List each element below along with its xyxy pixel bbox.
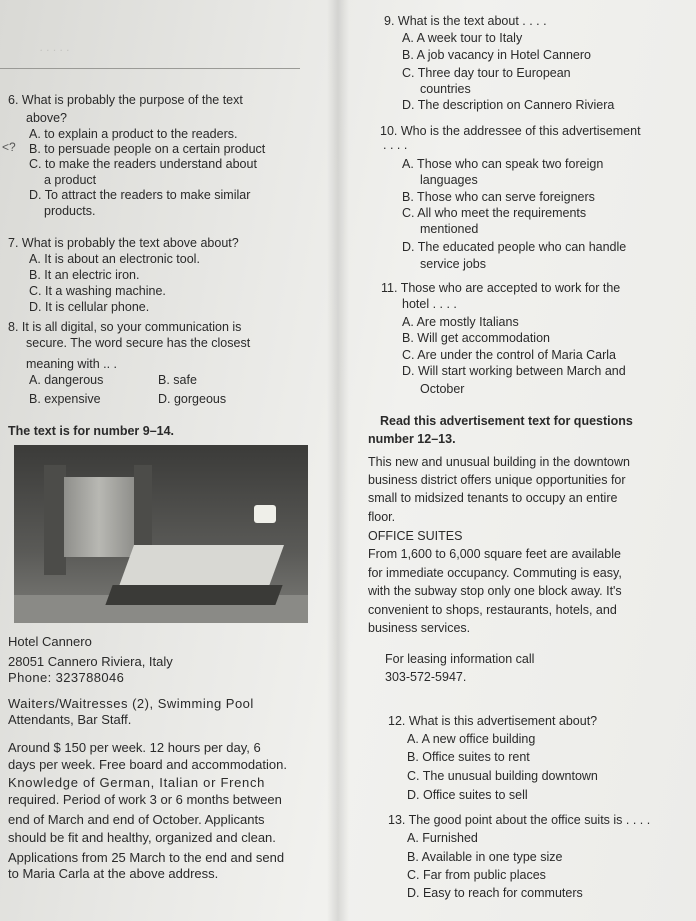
q11-option-a: A. Are mostly Italians — [402, 315, 519, 329]
divider-line — [0, 68, 300, 69]
q9-option-b: B. A job vacancy in Hotel Cannero — [402, 48, 592, 62]
q6-option-c-line1: C. to make the readers understand about — [29, 157, 257, 171]
q13-option-b: B. Available in one type size — [407, 850, 563, 864]
q10-dots: . . . . — [383, 138, 408, 152]
q13-option-d: D. Easy to reach for commuters — [407, 886, 583, 900]
q13-stem: 13. The good point about the office suits is . . . . — [388, 813, 651, 827]
ad-office-suites: OFFICE SUITES — [368, 529, 463, 543]
ad-heading-line1: Read this advertisement text for questions — [380, 414, 633, 428]
q12-option-c: C. The unusual building downtown — [407, 769, 598, 783]
ad-text-line8: with the subway stop only one block away. It's — [368, 584, 622, 598]
q12-option-d: D. Office suites to sell — [407, 788, 528, 802]
q10-option-d-line1: D. The educated people who can handle — [402, 240, 627, 254]
hotel-body-line1: Around $ 150 per week. 12 hours per day, 6 — [8, 740, 261, 755]
q6-option-c-line2: a product — [44, 173, 97, 187]
page-fold — [327, 0, 349, 921]
q6-stem-line2: above? — [26, 111, 68, 125]
q12-stem: 12. What is this advertisement about? — [388, 714, 598, 728]
hotel-address: 28051 Cannero Riviera, Italy — [8, 654, 173, 669]
q8-option-a: A. dangerous — [29, 373, 104, 387]
q11-option-d-line1: D. Will start working between March and — [402, 364, 626, 378]
q8-option-b: B. safe — [158, 373, 197, 387]
q12-option-b: B. Office suites to rent — [407, 750, 530, 764]
ad-phone: 303-572-5947. — [385, 670, 467, 684]
ad-text-line9: convenient to shops, restaurants, hotels, and — [368, 603, 617, 617]
q6-option-a: A. to explain a product to the readers. — [29, 127, 238, 141]
q12-option-a: A. A new office building — [407, 732, 536, 746]
q9-stem: 9. What is the text about . . . . — [384, 14, 547, 28]
ad-text-line4: floor. — [368, 510, 396, 524]
q7-option-c: C. It a washing machine. — [29, 284, 166, 298]
q11-stem-line1: 11. Those who are accepted to work for the — [381, 281, 621, 295]
hotel-jobs-line1: Waiters/Waitresses (2), Swimming Pool — [8, 696, 254, 711]
q13-option-c: C. Far from public places — [407, 868, 546, 882]
q7-option-d: D. It is cellular phone. — [29, 300, 150, 314]
photo-window — [64, 477, 134, 557]
q11-stem-line2: hotel . . . . — [402, 297, 457, 311]
ad-text-line1: This new and unusual building in the downtown — [368, 455, 630, 469]
hotel-body-line4: required. Period of work 3 or 6 months between — [8, 792, 282, 807]
q11-option-d-line2: October — [420, 382, 465, 396]
ad-heading-line2: number 12–13. — [368, 432, 456, 446]
q6-stem-line1: 6. What is probably the purpose of the text — [8, 93, 243, 107]
q7-option-b: B. It an electric iron. — [29, 268, 140, 282]
hotel-phone: Phone: 323788046 — [8, 670, 125, 685]
q10-option-b: B. Those who can serve foreigners — [402, 190, 595, 204]
q13-option-a: A. Furnished — [407, 831, 478, 845]
hotel-body-line5: end of March and end of October. Applicants — [8, 812, 265, 827]
ad-text-line7: for immediate occupancy. Commuting is easy, — [368, 566, 622, 580]
q11-option-c: C. Are under the control of Maria Carla — [402, 348, 616, 362]
q11-option-b: B. Will get accommodation — [402, 331, 550, 345]
q7-stem: 7. What is probably the text above about? — [8, 236, 239, 250]
q6-option-b: B. to persuade people on a certain product — [29, 142, 266, 156]
hotel-room-photo — [14, 445, 308, 623]
q8-stem-line2: secure. The word secure has the closest — [26, 336, 251, 350]
q9-option-d: D. The description on Cannero Riviera — [402, 98, 615, 112]
ad-text-line6: From 1,600 to 6,000 square feet are available — [368, 547, 621, 561]
q8-stem-line1: 8. It is all digital, so your communication is — [8, 320, 242, 334]
q8-option-d: D. gorgeous — [158, 392, 227, 406]
hotel-body-line6: should be fit and healthy, organized and clean. — [8, 830, 276, 845]
q10-option-a-line1: A. Those who can speak two foreign — [402, 157, 604, 171]
hotel-body-line3: Knowledge of German, Italian or French — [8, 775, 266, 790]
ad-text-line2: business district offers unique opportunities for — [368, 473, 626, 487]
hotel-body-line2: days per week. Free board and accommodation. — [8, 757, 287, 772]
ad-text-line10: business services. — [368, 621, 471, 635]
q10-stem: 10. Who is the addressee of this advertisement — [380, 124, 641, 138]
photo-curtain-left — [44, 465, 66, 575]
q8-stem-line3: meaning with .. . — [26, 357, 118, 371]
hotel-jobs-line2: Attendants, Bar Staff. — [8, 712, 132, 727]
q6-option-d-line2: products. — [44, 204, 96, 218]
bleed-through-text: . . . . . — [40, 40, 71, 54]
hotel-name: Hotel Cannero — [8, 634, 92, 649]
ad-leasing-info: For leasing information call — [385, 652, 535, 666]
q10-option-a-line2: languages — [420, 173, 478, 187]
q9-option-c-line2: countries — [420, 82, 471, 96]
photo-bed-base — [105, 585, 282, 605]
pencil-mark: <? — [2, 140, 16, 154]
q10-option-c-line1: C. All who meet the requirements — [402, 206, 587, 220]
ad-text-line3: small to midsized tenants to occupy an entire — [368, 491, 618, 505]
q7-option-a: A. It is about an electronic tool. — [29, 252, 200, 266]
hotel-body-line7: Applications from 25 March to the end and send — [8, 850, 285, 865]
q9-option-a: A. A week tour to Italy — [402, 31, 523, 45]
hotel-body-line8: to Maria Carla at the above address. — [8, 866, 219, 881]
q10-option-d-line2: service jobs — [420, 257, 486, 271]
q8-option-c: B. expensive — [29, 392, 101, 406]
q9-option-c-line1: C. Three day tour to European — [402, 66, 571, 80]
q10-option-c-line2: mentioned — [420, 222, 479, 236]
q6-option-d-line1: D. To attract the readers to make similar — [29, 188, 251, 202]
section-heading: The text is for number 9–14. — [8, 424, 175, 438]
photo-lamp — [254, 505, 276, 523]
